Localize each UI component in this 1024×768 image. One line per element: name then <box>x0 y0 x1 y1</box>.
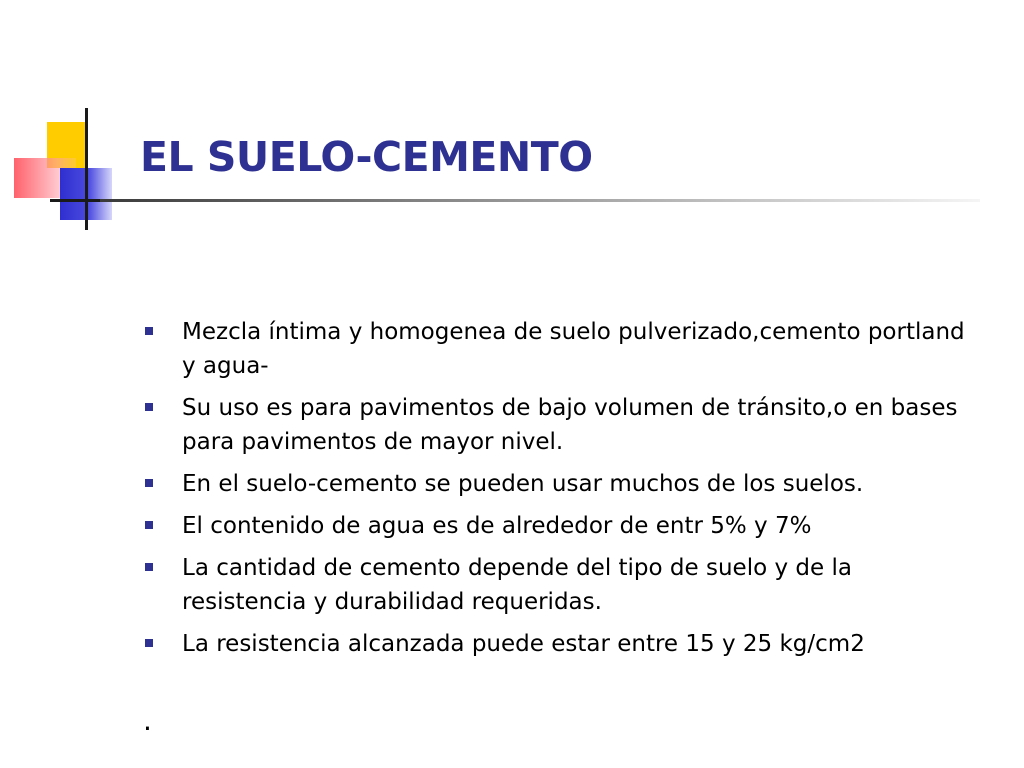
bullet-text: Su uso es para pavimentos de bajo volumen de tránsito,o en bases para pavimentos de mayor nivel. <box>182 395 958 455</box>
trailing-period: . <box>143 704 152 737</box>
bullet-item <box>144 551 974 619</box>
bullet-text: Mezcla íntima y homogenea de suelo pulverizado,cemento portland y agua- <box>182 319 965 379</box>
bullet-text: En el suelo-cemento se pueden usar muchos de los suelos. <box>182 471 864 497</box>
square-bullet-icon <box>145 563 153 571</box>
square-bullet-icon <box>145 521 153 529</box>
slide-title: EL SUELO-CEMENTO <box>140 133 593 181</box>
bullet-list <box>144 315 974 669</box>
square-bullet-icon <box>145 479 153 487</box>
square-bullet-icon <box>145 403 153 411</box>
bullet-item <box>144 509 974 543</box>
decorative-squares-logo <box>0 0 150 240</box>
bullet-item <box>144 391 974 459</box>
bullet-item <box>144 315 974 383</box>
vertical-rule <box>85 108 88 230</box>
bullet-text: El contenido de agua es de alrededor de entr 5% y 7% <box>182 513 812 539</box>
bullet-text: La resistencia alcanzada puede estar entre 15 y 25 kg/cm2 <box>182 631 865 657</box>
bullet-item <box>144 467 974 501</box>
square-bullet-icon <box>145 327 153 335</box>
title-underline <box>100 199 980 202</box>
bullet-text: La cantidad de cemento depende del tipo de suelo y de la resistencia y durabilidad requeridas. <box>182 555 852 615</box>
square-bullet-icon <box>145 639 153 647</box>
bullet-item <box>144 627 974 661</box>
